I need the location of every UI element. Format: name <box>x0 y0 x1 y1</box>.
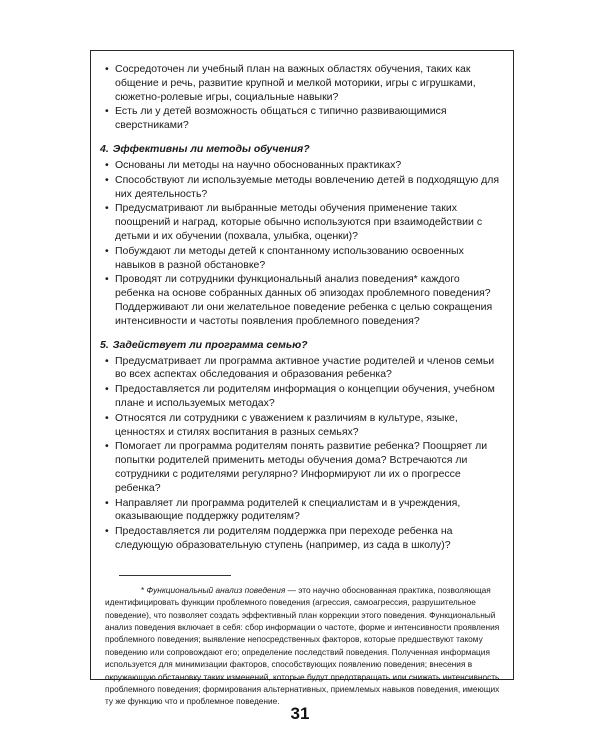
list-item: • Основаны ли методы на научно обоснованных практиках? <box>105 159 500 173</box>
list-item: • Предоставляется ли родителям информация о концепции обучения, учебном плане и используемых методах? <box>105 383 500 411</box>
content-frame <box>90 50 514 707</box>
list-item: • Есть ли у детей возможность общаться с типично развивающимися сверстниками? <box>105 105 500 133</box>
section-number: 5. <box>100 338 109 351</box>
list-item: • Предусматривает ли программа активное участие родителей и членов семьи во всех аспектах обследования и образования ребенка? <box>105 355 500 383</box>
section-4-heading <box>100 143 500 156</box>
page-content <box>100 63 500 708</box>
list-item: • Относятся ли сотрудники с уважением к различиям в культуре, языке, ценностях и стилях воспитания в разных семьях? <box>105 412 500 440</box>
list-item: • Предусматривают ли выбранные методы обучения применение таких поощрений и наград, которые обычно используются при взаимодействии с детьми и их обучении (похвала, улыбка, оценки)? <box>105 202 500 243</box>
section-4-list <box>105 159 500 329</box>
footnote-divider <box>119 575 231 576</box>
list-item: • Направляет ли программа родителей к специалистам и в учреждения, оказывающие поддержку родителям? <box>105 497 500 525</box>
list-item: • Сосредоточен ли учебный план на важных областях обучения, таких как общение и речь, развитие крупной и мелкой моторики, игры с игрушками, сюжетно-ролевые игры, социальные навыки? <box>105 63 500 104</box>
footnote-term: Функциональный анализ поведения <box>146 584 286 595</box>
section-5-list <box>105 355 500 553</box>
footnote-marker: * <box>141 584 145 595</box>
section-title: Эффективны ли методы обучения? <box>112 142 310 155</box>
list-item: • Проводят ли сотрудники функциональный анализ поведения* каждого ребенка на основе собранных данных об эпизодах проблемного поведения? Поддерживают ли они желательное поведение ребенка с целью сокращения интенсивности и частоты появления проблемного поведения? <box>105 273 500 328</box>
section-5-heading <box>100 339 500 352</box>
list-item: • Предоставляется ли родителям поддержка при переходе ребенка на следующую образовательную ступень (например, из сада в школу)? <box>105 525 500 553</box>
section-title: Задействует ли программа семью? <box>112 338 308 351</box>
footnote <box>105 584 500 708</box>
intro-list <box>105 63 500 133</box>
page-number: 31 <box>290 704 310 723</box>
list-item: • Помогает ли программа родителям понять развитие ребенка? Поощряет ли попытки родителей применить методы обучения дома? Встречаются ли сотрудники с родителями регулярно? Информируют ли их о прогрессе ребенка? <box>105 440 500 495</box>
list-item: • Способствуют ли используемые методы вовлечению детей в подходящую для них деятельность? <box>105 174 500 202</box>
section-number: 4. <box>100 142 109 155</box>
footnote-text: — это научно обоснованная практика, позволяющая идентифицировать функции проблемного поведения (агрессия, самоагрессия, разрушительное поведение), что позволяет создать эффективный план коррекции этого поведения. Функциональный анализ поведения включает в себя: сбор информации о частоте, форме и интенсивности проявления проблемного поведения; выявление непосредственных факторов, которые предшествуют такому поведению или сопровождают его; определение последствий поведения. Полученная информация используется для минимизации факторов, способствующих появлению поведения; внесения в окружающую обстановку таких изменений, которые будут предотвращать или снижать интенсивность проблемного поведения; формирования альтернативных, приемлемых навыков поведения, имеющих ту же функцию что и проблемное поведение. <box>105 584 500 707</box>
list-item: • Побуждают ли методы детей к спонтанному использованию освоенных навыков в разной обстановке? <box>105 245 500 273</box>
